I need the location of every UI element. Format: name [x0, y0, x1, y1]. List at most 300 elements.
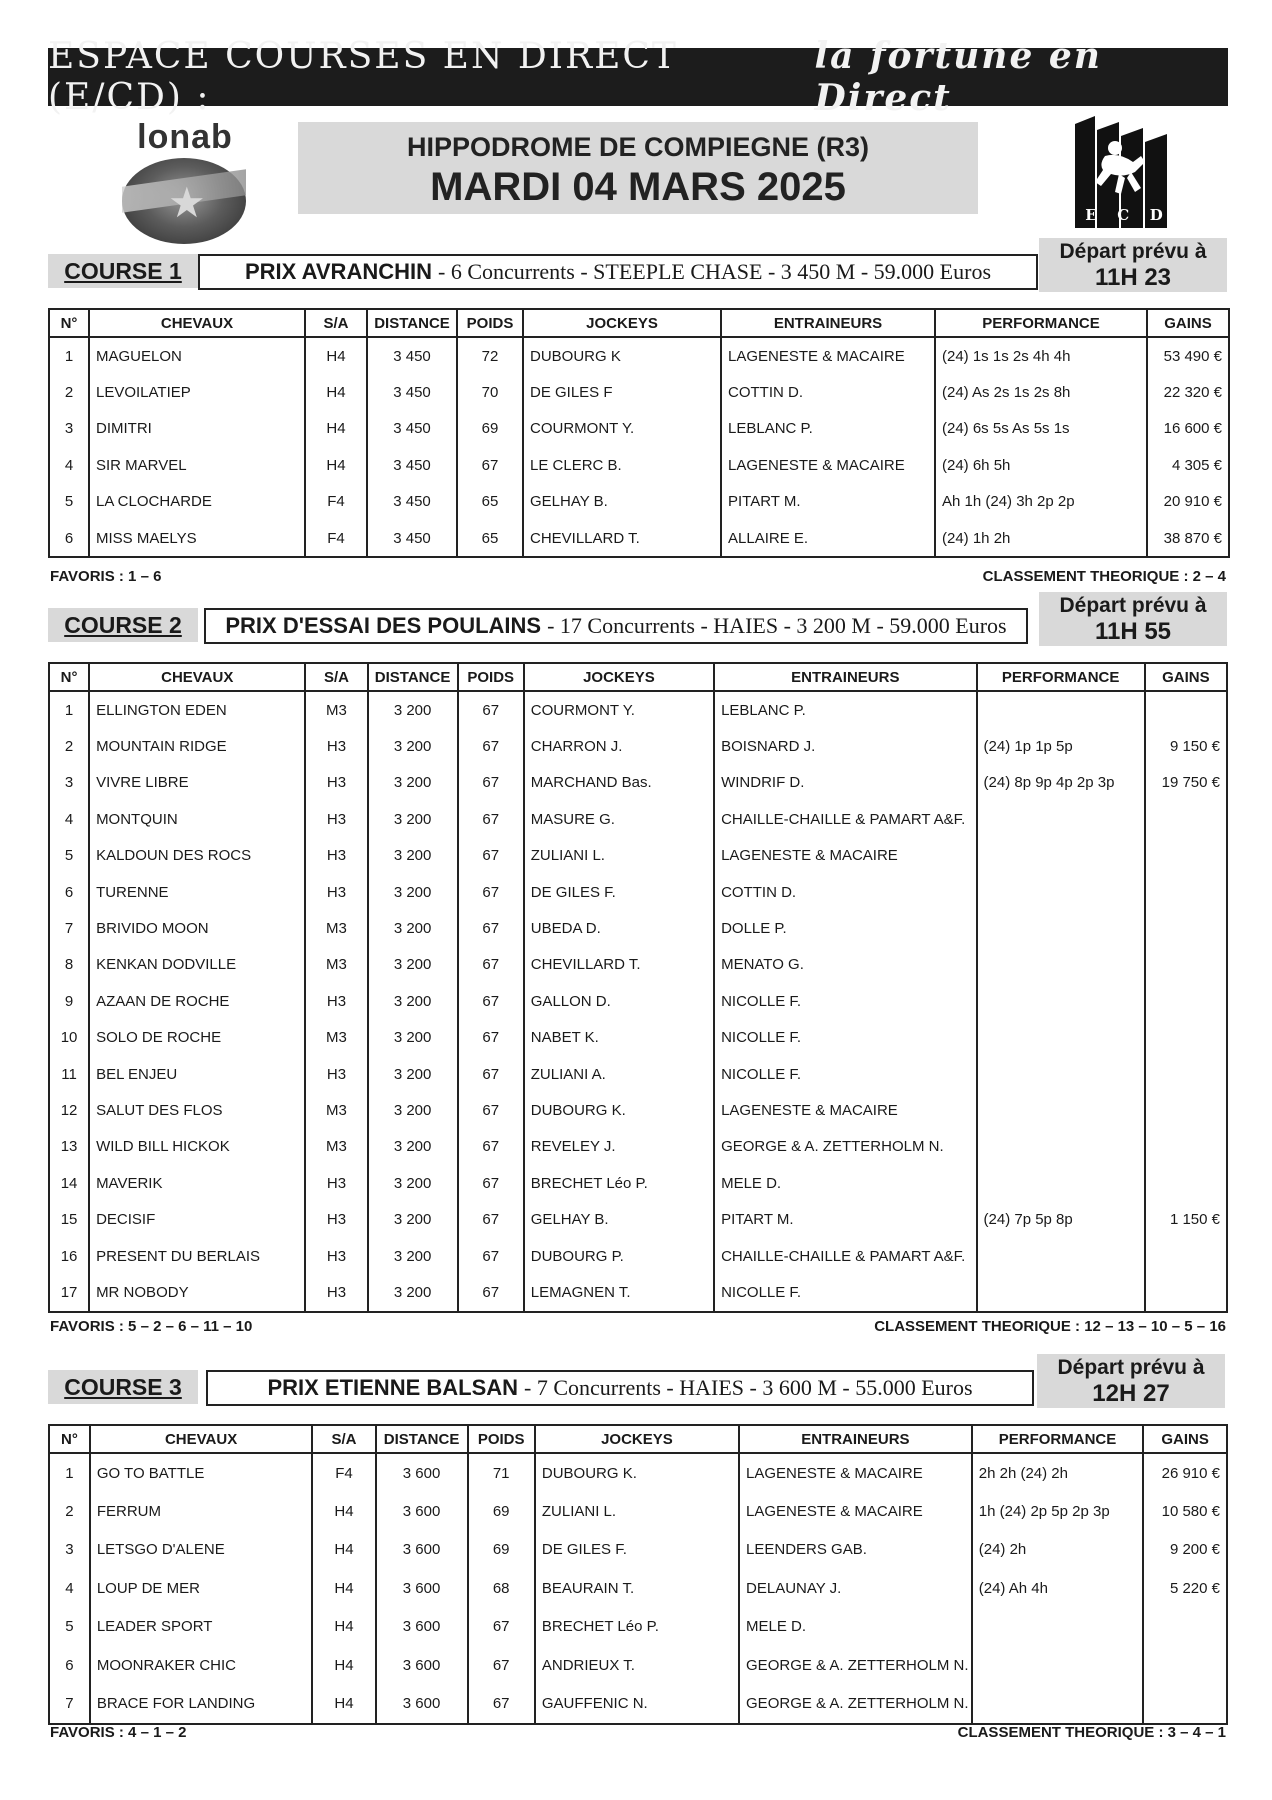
horse-name: MISS MAELYS [89, 520, 305, 557]
weight: 70 [457, 374, 523, 410]
weight: 65 [457, 520, 523, 557]
sex-age: H3 [305, 983, 367, 1019]
table-row [49, 411, 1229, 447]
distance: 3 450 [367, 337, 457, 374]
horse-name: KALDOUN DES ROCS [89, 838, 305, 874]
classement-theorique: CLASSEMENT THEORIQUE : 3 – 4 – 1 [957, 1724, 1226, 1741]
weight: 67 [458, 1238, 524, 1274]
column-header: ENTRAINEURS [714, 663, 976, 691]
runners-table [48, 662, 1228, 1313]
depart-box [1039, 592, 1227, 646]
distance: 3 600 [376, 1453, 468, 1492]
runner-number: 5 [49, 838, 89, 874]
course-label: COURSE 1 [48, 254, 198, 288]
table-header-row [49, 663, 1227, 691]
trainer: LAGENESTE & MACAIRE [714, 1092, 976, 1128]
trainer: DELAUNAY J. [739, 1569, 972, 1607]
jockey: GAUFFENIC N. [535, 1684, 739, 1723]
horse-name: SALUT DES FLOS [89, 1092, 305, 1128]
runner-number: 4 [49, 447, 89, 483]
jockey: ZULIANI L. [535, 1492, 739, 1530]
weight: 67 [458, 1274, 524, 1311]
table-row [49, 1165, 1227, 1201]
earnings [1145, 801, 1227, 837]
sex-age: H3 [305, 874, 367, 910]
distance: 3 200 [368, 1129, 458, 1165]
earnings [1145, 947, 1227, 983]
distance: 3 600 [376, 1608, 468, 1646]
star-icon: ★ [168, 179, 206, 226]
distance: 3 200 [368, 1020, 458, 1056]
lonab-logo-text: lonab [137, 118, 233, 156]
horse-name: PRESENT DU BERLAIS [89, 1238, 305, 1274]
table-row [49, 728, 1227, 764]
column-header: POIDS [458, 663, 524, 691]
performance [977, 947, 1145, 983]
trainer: LEBLANC P. [714, 691, 976, 728]
weight: 72 [457, 337, 523, 374]
jockey: UBEDA D. [524, 910, 714, 946]
prix-name: PRIX ETIENNE BALSAN [267, 1375, 519, 1400]
trainer: COTTIN D. [714, 874, 976, 910]
performance [977, 1020, 1145, 1056]
trainer: COTTIN D. [721, 374, 935, 410]
sex-age: H3 [305, 1238, 367, 1274]
runner-number: 1 [49, 691, 89, 728]
runner-number: 15 [49, 1201, 89, 1237]
course-label: COURSE 3 [48, 1370, 198, 1404]
earnings [1145, 1165, 1227, 1201]
performance [977, 1274, 1145, 1311]
horse-name: AZAAN DE ROCHE [89, 983, 305, 1019]
sex-age: H3 [305, 1201, 367, 1237]
favoris: FAVORIS : 1 – 6 [50, 568, 162, 585]
trainer: PITART M. [721, 484, 935, 520]
earnings: 1 150 € [1145, 1201, 1227, 1237]
distance: 3 200 [368, 1238, 458, 1274]
earnings [1145, 838, 1227, 874]
trainer: CHAILLE-CHAILLE & PAMART A&F. [714, 801, 976, 837]
column-header: CHEVAUX [89, 309, 305, 337]
sex-age: H4 [312, 1492, 375, 1530]
trainer: NICOLLE F. [714, 1274, 976, 1311]
runner-number: 3 [49, 411, 89, 447]
runner-number: 4 [49, 801, 89, 837]
performance: (24) 1p 1p 5p [977, 728, 1145, 764]
banner-main: ESPACE COURSES EN DIRECT (E/CD) : [48, 36, 678, 118]
jockey: DUBOURG K. [524, 1092, 714, 1128]
sex-age: M3 [305, 1020, 367, 1056]
table-row [49, 1569, 1227, 1607]
table-row [49, 801, 1227, 837]
weight: 69 [457, 411, 523, 447]
column-header: ENTRAINEURS [739, 1425, 972, 1453]
table-row [49, 1274, 1227, 1311]
column-header: JOCKEYS [523, 309, 721, 337]
sex-age: M3 [305, 691, 367, 728]
distance: 3 200 [368, 1274, 458, 1311]
sex-age: H3 [305, 801, 367, 837]
depart-time: 11H 55 [1094, 618, 1172, 645]
sex-age: M3 [305, 910, 367, 946]
runner-number: 5 [49, 1608, 90, 1646]
table-row [49, 447, 1229, 483]
column-header: DISTANCE [368, 663, 458, 691]
table-row [49, 520, 1229, 557]
sex-age: M3 [305, 947, 367, 983]
sex-age: M3 [305, 1129, 367, 1165]
trainer: GEORGE & A. ZETTERHOLM N. [739, 1646, 972, 1684]
performance [977, 983, 1145, 1019]
jockey: COURMONT Y. [523, 411, 721, 447]
column-header: N° [49, 1425, 90, 1453]
horse-name: SIR MARVEL [89, 447, 305, 483]
distance: 3 200 [368, 910, 458, 946]
performance: (24) 2h [972, 1531, 1143, 1569]
table-row [49, 1129, 1227, 1165]
runner-number: 8 [49, 947, 89, 983]
table-row [49, 1453, 1227, 1492]
performance: (24) 1h 2h [935, 520, 1147, 557]
earnings: 26 910 € [1143, 1453, 1227, 1492]
jockey: CHARRON J. [524, 728, 714, 764]
sex-age: H3 [305, 1165, 367, 1201]
performance [972, 1646, 1143, 1684]
trainer: LAGENESTE & MACAIRE [714, 838, 976, 874]
hippodrome-box [298, 122, 978, 214]
earnings [1145, 1129, 1227, 1165]
runner-number: 7 [49, 1684, 90, 1723]
jockey: BRECHET Léo P. [535, 1608, 739, 1646]
distance: 3 200 [368, 1165, 458, 1201]
weight: 67 [458, 1056, 524, 1092]
sex-age: H4 [305, 374, 367, 410]
depart-time: 11H 23 [1094, 264, 1172, 291]
trainer: NICOLLE F. [714, 1020, 976, 1056]
trainer: DOLLE P. [714, 910, 976, 946]
weight: 71 [468, 1453, 535, 1492]
performance [977, 691, 1145, 728]
jockey: DE GILES F. [524, 874, 714, 910]
performance [977, 1165, 1145, 1201]
horse-name: FERRUM [90, 1492, 313, 1530]
jockey: BRECHET Léo P. [524, 1165, 714, 1201]
weight: 67 [457, 447, 523, 483]
performance [977, 838, 1145, 874]
weight: 67 [458, 728, 524, 764]
race-details: - 7 Concurrents - HAIES - 3 600 M - 55.000 Euros [524, 1375, 973, 1400]
jockey: CHEVILLARD T. [523, 520, 721, 557]
table-row [49, 947, 1227, 983]
column-header: GAINS [1147, 309, 1229, 337]
weight: 67 [458, 838, 524, 874]
jockey: CHEVILLARD T. [524, 947, 714, 983]
horse-name: DIMITRI [89, 411, 305, 447]
horse-name: SOLO DE ROCHE [89, 1020, 305, 1056]
table-row [49, 691, 1227, 728]
performance [977, 1056, 1145, 1092]
course-title-box [204, 608, 1028, 644]
depart-time: 12H 27 [1092, 1380, 1170, 1407]
column-header: PERFORMANCE [972, 1425, 1143, 1453]
runner-number: 6 [49, 1646, 90, 1684]
logo-letter: D [1149, 206, 1163, 224]
race-details: - 6 Concurrents - STEEPLE CHASE - 3 450 M - 59.000 Euros [438, 259, 992, 284]
distance: 3 200 [368, 947, 458, 983]
earnings: 4 305 € [1147, 447, 1229, 483]
distance: 3 200 [368, 728, 458, 764]
table-row [49, 1608, 1227, 1646]
distance: 3 200 [368, 1056, 458, 1092]
table-row [49, 1646, 1227, 1684]
column-header: PERFORMANCE [935, 309, 1147, 337]
column-header: N° [49, 309, 89, 337]
horse-name: MAVERIK [89, 1165, 305, 1201]
distance: 3 200 [368, 838, 458, 874]
runner-number: 16 [49, 1238, 89, 1274]
runner-number: 6 [49, 520, 89, 557]
column-header: POIDS [468, 1425, 535, 1453]
column-header: DISTANCE [367, 309, 457, 337]
weight: 69 [468, 1531, 535, 1569]
trainer: NICOLLE F. [714, 1056, 976, 1092]
sex-age: H4 [305, 337, 367, 374]
sex-age: H3 [305, 1056, 367, 1092]
favoris: FAVORIS : 4 – 1 – 2 [50, 1724, 187, 1741]
performance: (24) 6s 5s As 5s 1s [935, 411, 1147, 447]
weight: 67 [458, 1020, 524, 1056]
distance: 3 600 [376, 1531, 468, 1569]
jockey: DE GILES F [523, 374, 721, 410]
weight: 67 [458, 1129, 524, 1165]
depart-box [1039, 238, 1227, 292]
earnings: 53 490 € [1147, 337, 1229, 374]
table-row [49, 874, 1227, 910]
table-row [49, 1684, 1227, 1723]
runner-number: 3 [49, 765, 89, 801]
table-row [49, 1238, 1227, 1274]
jockey: GELHAY B. [524, 1201, 714, 1237]
table-row [49, 1020, 1227, 1056]
runner-number: 5 [49, 484, 89, 520]
earnings [1143, 1646, 1227, 1684]
performance [977, 910, 1145, 946]
sex-age: M3 [305, 1092, 367, 1128]
earnings [1145, 983, 1227, 1019]
column-header: JOCKEYS [524, 663, 714, 691]
performance [977, 1092, 1145, 1128]
jockey: BEAURAIN T. [535, 1569, 739, 1607]
earnings: 20 910 € [1147, 484, 1229, 520]
performance: (24) 1s 1s 2s 4h 4h [935, 337, 1147, 374]
jockey: GALLON D. [524, 983, 714, 1019]
table-row [49, 484, 1229, 520]
performance: Ah 1h (24) 3h 2p 2p [935, 484, 1147, 520]
runner-number: 9 [49, 983, 89, 1019]
table-header-row [49, 1425, 1227, 1453]
distance: 3 200 [368, 801, 458, 837]
jockey: DUBOURG K. [535, 1453, 739, 1492]
logo-letter: C [1117, 206, 1130, 224]
distance: 3 450 [367, 411, 457, 447]
jockey: DUBOURG P. [524, 1238, 714, 1274]
table-row [49, 983, 1227, 1019]
trainer: WINDRIF D. [714, 765, 976, 801]
column-header: S/A [305, 663, 367, 691]
jockey: MASURE G. [524, 801, 714, 837]
sex-age: H4 [312, 1569, 375, 1607]
distance: 3 200 [368, 874, 458, 910]
jockey: NABET K. [524, 1020, 714, 1056]
earnings [1145, 1056, 1227, 1092]
prix-name: PRIX AVRANCHIN [244, 259, 432, 284]
column-header: GAINS [1145, 663, 1227, 691]
distance: 3 600 [376, 1569, 468, 1607]
runner-number: 13 [49, 1129, 89, 1165]
horse-name: MAGUELON [89, 337, 305, 374]
horse-name: MR NOBODY [89, 1274, 305, 1311]
horse-name: TURENNE [89, 874, 305, 910]
trainer: MELE D. [739, 1608, 972, 1646]
sex-age: H4 [312, 1684, 375, 1723]
weight: 67 [458, 691, 524, 728]
trainer: NICOLLE F. [714, 983, 976, 1019]
earnings [1143, 1608, 1227, 1646]
runner-number: 2 [49, 728, 89, 764]
banner-tagline: la fortune en Direct [814, 35, 1102, 119]
column-header: PERFORMANCE [977, 663, 1145, 691]
horse-name: MONTQUIN [89, 801, 305, 837]
performance [972, 1608, 1143, 1646]
ecd-logo [1075, 116, 1173, 228]
trainer: PITART M. [714, 1201, 976, 1237]
jockey: REVELEY J. [524, 1129, 714, 1165]
sex-age: H4 [305, 411, 367, 447]
trainer: LAGENESTE & MACAIRE [739, 1453, 972, 1492]
hippodrome-name: HIPPODROME DE COMPIEGNE (R3) [406, 132, 870, 162]
sex-age: H3 [305, 728, 367, 764]
table-row [49, 337, 1229, 374]
table-row [49, 1201, 1227, 1237]
earnings: 5 220 € [1143, 1569, 1227, 1607]
column-header: S/A [312, 1425, 375, 1453]
jockey: MARCHAND Bas. [524, 765, 714, 801]
column-header: ENTRAINEURS [721, 309, 935, 337]
depart-label: Départ prévu à [1059, 240, 1207, 263]
distance: 3 450 [367, 484, 457, 520]
table-header-row [49, 309, 1229, 337]
earnings: 9 150 € [1145, 728, 1227, 764]
performance [977, 801, 1145, 837]
horse-name: BRACE FOR LANDING [90, 1684, 313, 1723]
earnings: 22 320 € [1147, 374, 1229, 410]
depart-label: Départ prévu à [1059, 594, 1207, 617]
performance [977, 874, 1145, 910]
table-row [49, 374, 1229, 410]
performance [977, 1129, 1145, 1165]
column-header: GAINS [1143, 1425, 1227, 1453]
earnings: 10 580 € [1143, 1492, 1227, 1530]
horse-name: WILD BILL HICKOK [89, 1129, 305, 1165]
trainer: LAGENESTE & MACAIRE [721, 337, 935, 374]
distance: 3 200 [368, 1092, 458, 1128]
column-header: JOCKEYS [535, 1425, 739, 1453]
jockey: LEMAGNEN T. [524, 1274, 714, 1311]
favoris: FAVORIS : 5 – 2 – 6 – 11 – 10 [50, 1318, 253, 1335]
runner-number: 2 [49, 1492, 90, 1530]
performance [977, 1238, 1145, 1274]
earnings: 16 600 € [1147, 411, 1229, 447]
weight: 67 [458, 1092, 524, 1128]
runner-number: 1 [49, 1453, 90, 1492]
jockey: COURMONT Y. [524, 691, 714, 728]
lonab-logo [116, 118, 254, 246]
weight: 67 [468, 1608, 535, 1646]
horse-name: BRIVIDO MOON [89, 910, 305, 946]
trainer: CHAILLE-CHAILLE & PAMART A&F. [714, 1238, 976, 1274]
race-details: - 17 Concurrents - HAIES - 3 200 M - 59.000 Euros [547, 613, 1007, 638]
weight: 67 [468, 1646, 535, 1684]
runner-number: 4 [49, 1569, 90, 1607]
table-row [49, 1492, 1227, 1530]
course-label: COURSE 2 [48, 608, 198, 642]
column-header: POIDS [457, 309, 523, 337]
earnings [1143, 1684, 1227, 1723]
weight: 65 [457, 484, 523, 520]
earnings [1145, 1020, 1227, 1056]
horse-name: LEADER SPORT [90, 1608, 313, 1646]
earnings [1145, 1092, 1227, 1128]
trainer: LEENDERS GAB. [739, 1531, 972, 1569]
table-row [49, 1092, 1227, 1128]
performance: 1h (24) 2p 5p 2p 3p [972, 1492, 1143, 1530]
earnings [1145, 1238, 1227, 1274]
horse-name: MOUNTAIN RIDGE [89, 728, 305, 764]
trainer: MELE D. [714, 1165, 976, 1201]
weight: 67 [458, 1201, 524, 1237]
runner-number: 6 [49, 874, 89, 910]
weight: 67 [458, 947, 524, 983]
distance: 3 600 [376, 1646, 468, 1684]
trainer: BOISNARD J. [714, 728, 976, 764]
horse-name: LETSGO D'ALENE [90, 1531, 313, 1569]
distance: 3 200 [368, 691, 458, 728]
sex-age: H4 [305, 447, 367, 483]
trainer: ALLAIRE E. [721, 520, 935, 557]
distance: 3 450 [367, 447, 457, 483]
sex-age: H4 [312, 1646, 375, 1684]
sex-age: F4 [305, 484, 367, 520]
weight: 67 [458, 874, 524, 910]
trainer: MENATO G. [714, 947, 976, 983]
jockey: DUBOURG K [523, 337, 721, 374]
weight: 67 [458, 801, 524, 837]
distance: 3 200 [368, 983, 458, 1019]
depart-box [1037, 1354, 1225, 1408]
sex-age: H3 [305, 1274, 367, 1311]
runner-number: 3 [49, 1531, 90, 1569]
horse-name: VIVRE LIBRE [89, 765, 305, 801]
weight: 69 [468, 1492, 535, 1530]
earnings: 38 870 € [1147, 520, 1229, 557]
earnings [1145, 1274, 1227, 1311]
earnings: 9 200 € [1143, 1531, 1227, 1569]
weight: 67 [458, 983, 524, 1019]
column-header: CHEVAUX [90, 1425, 313, 1453]
jockey: ZULIANI L. [524, 838, 714, 874]
performance: (24) As 2s 1s 2s 8h [935, 374, 1147, 410]
horse-name: GO TO BATTLE [90, 1453, 313, 1492]
